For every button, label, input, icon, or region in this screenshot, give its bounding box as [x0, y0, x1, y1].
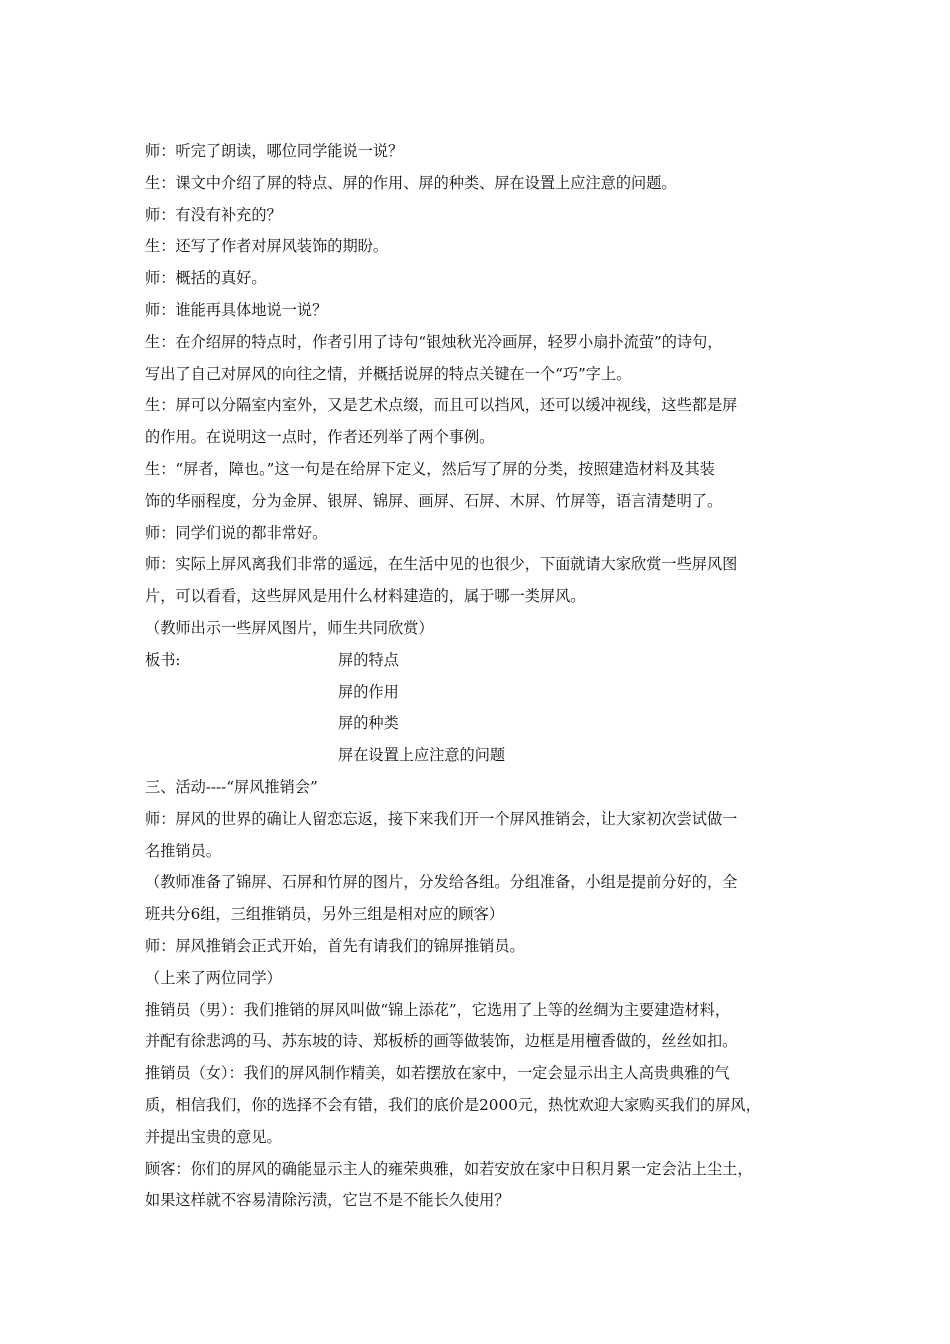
text-line: 顾客：你们的屏风的确能显示主人的雍荣典雅，如若安放在家中日积月累一定会沾上尘土，	[145, 1159, 753, 1178]
text-line: 的作用。在说明这一点时，作者还列举了两个事例。	[145, 428, 495, 447]
text-line: 写出了自己对屏风的向往之情，并概括说屏的特点关键在一个“巧”字上。	[145, 364, 632, 383]
text-line: 师：谁能再具体地说一说？	[145, 300, 328, 319]
text-line: 质，相信我们，你的选择不会有错，我们的底价是2000元，热忱欢迎大家购买我们的屏风，	[145, 1095, 761, 1114]
board-item: 屏的作用	[338, 682, 399, 701]
text-line: 并配有徐悲鸿的马、苏东坡的诗、郑板桥的画等做装饰，边框是用檀香做的，丝丝如扣。	[145, 1032, 738, 1051]
document-body	[145, 136, 825, 1217]
text-line: 生：屏可以分隔室内室外，又是艺术点缀，而且可以挡风，还可以缓冲视线，这些都是屏	[145, 396, 738, 415]
text-line: 三、活动----“屏风推销会”	[145, 777, 318, 796]
dialogue-block-1	[145, 136, 825, 645]
text-line: 如果这样就不容易清除污渍，它岂不是不能长久使用？	[145, 1191, 510, 1210]
text-line: 生：“屏者，障也。”这一句是在给屏下定义，然后写了屏的分类，按照建造材料及其装	[145, 459, 715, 478]
blackboard-notes	[145, 645, 825, 772]
text-line: 师：概括的真好。	[145, 269, 267, 288]
text-line: 饰的华丽程度，分为金屏、银屏、锦屏、画屏、石屏、木屏、竹屏等，语言清楚明了。	[145, 491, 723, 510]
text-line: 并提出宝贵的意见。	[145, 1127, 282, 1146]
board-label: 板书:	[145, 650, 181, 669]
text-line: 生：课文中介绍了屏的特点、屏的作用、屏的种类、屏在设置上应注意的问题。	[145, 173, 677, 192]
text-line: （教师准备了锦屏、石屏和竹屏的图片，分发给各组。分组准备，小组是提前分好的，全	[145, 873, 738, 892]
board-row	[145, 740, 825, 772]
text-line: 师：屏风的世界的确让人留恋忘返，接下来我们开一个屏风推销会，让大家初次尝试做一	[145, 809, 738, 828]
text-line: （上来了两位同学）	[145, 968, 282, 987]
board-row	[145, 677, 825, 709]
text-line: 推销员（女）：我们的屏风制作精美，如若摆放在家中，一定会显示出主人高贵典雅的气	[145, 1064, 730, 1083]
text-line: 名推销员。	[145, 841, 221, 860]
board-item: 屏的特点	[338, 650, 399, 669]
text-line: 班共分6组，三组推销员，另外三组是相对应的顾客）	[145, 905, 504, 924]
text-line: 生：还写了作者对屏风装饰的期盼。	[145, 237, 388, 256]
board-item: 屏的种类	[338, 714, 399, 733]
text-line: 师：实际上屏风离我们非常的遥远，在生活中见的也很少，下面就请大家欣赏一些屏风图	[145, 555, 738, 574]
text-line: 师：听完了朗读，哪位同学能说一说？	[145, 142, 404, 160]
text-line: 师：同学们说的都非常好。	[145, 523, 328, 542]
board-item: 屏在设置上应注意的问题	[338, 746, 506, 765]
text-line: 生：在介绍屏的特点时，作者引用了诗句“银烛秋光冷画屏，轻罗小扇扑流萤”的诗句，	[145, 332, 723, 351]
board-row	[145, 708, 825, 740]
text-line: 推销员（男）：我们推销的屏风叫做“锦上添花”，它选用了上等的丝绸为主要建造材料，	[145, 1000, 731, 1019]
dialogue-block-2	[145, 772, 825, 1217]
text-line: 师：屏风推销会正式开始，首先有请我们的锦屏推销员。	[145, 936, 525, 955]
text-line: 师：有没有补充的？	[145, 205, 282, 224]
text-line: 片，可以看看，这些屏风是用什么材料建造的，属于哪一类屏风。	[145, 587, 586, 606]
text-line: （教师出示一些屏风图片，师生共同欣赏）	[145, 618, 434, 637]
board-row	[145, 645, 825, 677]
